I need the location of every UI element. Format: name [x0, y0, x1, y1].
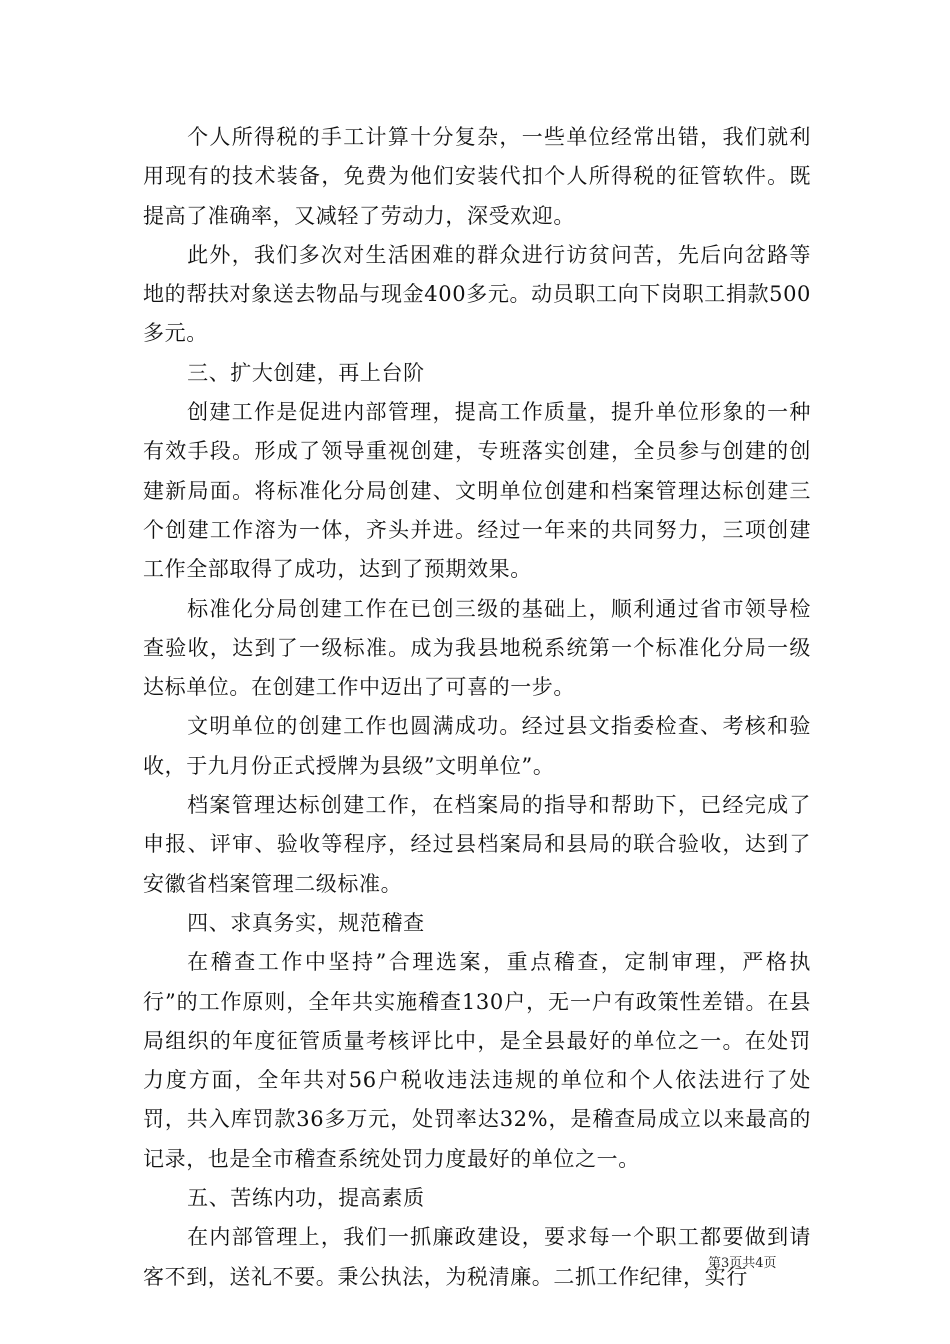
section-heading-3: 三、扩大创建，再上台阶: [187, 360, 425, 385]
page-number-footer: 第3页共4页: [708, 1256, 777, 1271]
paragraph-civilized-unit: 文明单位的创建工作也圆满成功。经过县文指委检查、考核和验收，于九月份正式授牌为县级”文明单位”。: [143, 714, 811, 778]
paragraph-income-tax-software: 个人所得税的手工计算十分复杂，一些单位经常出错，我们就利用现有的技术装备，免费为他们安装代扣个人所得税的征管软件。既提高了准确率，又减轻了劳动力，深受欢迎。: [143, 125, 811, 228]
paragraph-inspection: 在稽查工作中坚持”合理选案，重点稽查，定制审理，严格执行”的工作原则，全年共实施稽查130户，无一户有政策性差错。在县局组织的年度征管质量考核评比中，是全县最好的单位之一。在处罚力度方面，全年共对56户税收违法违规的单位和个人依法进行了处罚，共入库罚款36多万元，处罚率达32%，是稽查局成立以来最高的记录，也是全市稽查系统处罚力度最好的单位之一。: [143, 950, 811, 1171]
paragraph-archive-management: 档案管理达标创建工作，在档案局的指导和帮助下，已经完成了申报、评审、验收等程序，经过县档案局和县局的联合验收，达到了安徽省档案管理二级标准。: [143, 793, 811, 896]
paragraph-standardization: 标准化分局创建工作在已创三级的基础上，顺利通过省市领导检查验收，达到了一级标准。成为我县地税系统第一个标准化分局一级达标单位。在创建工作中迈出了可喜的一步。: [143, 596, 811, 700]
document-body: [143, 118, 811, 1297]
section-heading-4: 四、求真务实，规范稽查: [187, 910, 425, 935]
paragraph-creation-work: 创建工作是促进内部管理，提高工作质量，提升单位形象的一种有效手段。形成了领导重视创建，专班落实创建，全员参与创建的创建新局面。将标准化分局创建、文明单位创建和档案管理达标创建三个创建工作溶为一体，齐头并进。经过一年来的共同努力，三项创建工作全部取得了成功，达到了预期效果。: [143, 400, 811, 582]
paragraph-poverty-visits: 此外，我们多次对生活困难的群众进行访贫问苦，先后向岔路等地的帮扶对象送去物品与现金400多元。动员职工向下岗职工捐款500多元。: [143, 242, 811, 346]
paragraph-internal-management: 在内部管理上，我们一抓廉政建设，要求每一个职工都要做到请客不到，送礼不要。秉公执法，为税清廉。二抓工作纪律，实行: [143, 1225, 811, 1289]
section-heading-5: 五、苦练内功，提高素质: [187, 1186, 425, 1211]
